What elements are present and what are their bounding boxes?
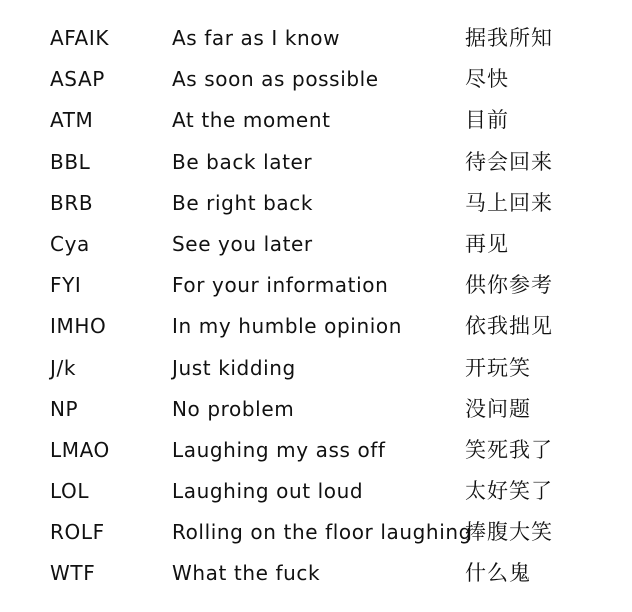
table-row	[0, 389, 632, 430]
table-row	[0, 265, 632, 306]
chinese-meaning: 没问题	[465, 396, 531, 421]
table-row	[0, 100, 632, 141]
abbreviation: ATM	[50, 108, 94, 133]
chinese-meaning: 待会回来	[465, 149, 553, 174]
abbreviation: IMHO	[50, 314, 107, 339]
abbreviation: ASAP	[50, 67, 105, 92]
table-row	[0, 512, 632, 553]
chinese-meaning: 目前	[465, 108, 509, 133]
abbreviation: NP	[50, 396, 79, 421]
table-row	[0, 348, 632, 389]
chinese-meaning: 什么鬼	[465, 561, 531, 586]
english-meaning: Be back later	[172, 149, 313, 174]
chinese-meaning: 据我所知	[465, 26, 553, 50]
abbreviation: WTF	[50, 561, 96, 586]
abbreviation: Cya	[50, 231, 90, 256]
table-row	[0, 59, 632, 100]
chinese-meaning: 捧腹大笑	[465, 520, 553, 545]
chinese-meaning: 太好笑了	[465, 479, 553, 504]
abbreviation: LMAO	[50, 437, 110, 462]
table-row	[0, 142, 632, 183]
abbreviation: ROLF	[50, 520, 105, 545]
table-row	[0, 306, 632, 347]
table-row	[0, 553, 632, 594]
abbreviation: AFAIK	[50, 26, 110, 50]
abbreviation: LOL	[50, 479, 90, 504]
abbreviation: BBL	[50, 149, 91, 174]
chinese-meaning: 依我拙见	[465, 314, 553, 339]
abbreviation: BRB	[50, 190, 94, 215]
chinese-meaning: 马上回来	[465, 190, 553, 215]
english-meaning: Laughing my ass off	[172, 437, 386, 462]
english-meaning: See you later	[172, 231, 313, 256]
chinese-meaning: 笑死我了	[465, 437, 553, 462]
english-meaning: As far as I know	[172, 26, 341, 50]
english-meaning: Be right back	[172, 190, 314, 215]
english-meaning: No problem	[172, 396, 295, 421]
english-meaning: In my humble opinion	[172, 314, 402, 339]
chinese-meaning: 再见	[465, 231, 509, 256]
chinese-meaning: 供你参考	[465, 273, 553, 298]
abbreviation-table	[0, 18, 632, 595]
english-meaning: Laughing out loud	[172, 479, 364, 504]
abbreviation: FYI	[50, 273, 82, 298]
table-row	[0, 430, 632, 471]
table-row	[0, 224, 632, 265]
chinese-meaning: 尽快	[465, 67, 509, 92]
english-meaning: At the moment	[172, 108, 331, 133]
english-meaning: As soon as possible	[172, 67, 379, 92]
table-row	[0, 18, 632, 59]
table-row	[0, 183, 632, 224]
table-row	[0, 471, 632, 512]
english-meaning: Just kidding	[172, 355, 296, 380]
abbreviation: J/k	[50, 355, 77, 380]
english-meaning: What the fuck	[172, 561, 321, 586]
english-meaning: For your information	[172, 273, 389, 298]
english-meaning: Rolling on the floor laughing	[172, 520, 472, 545]
chinese-meaning: 开玩笑	[465, 355, 531, 380]
